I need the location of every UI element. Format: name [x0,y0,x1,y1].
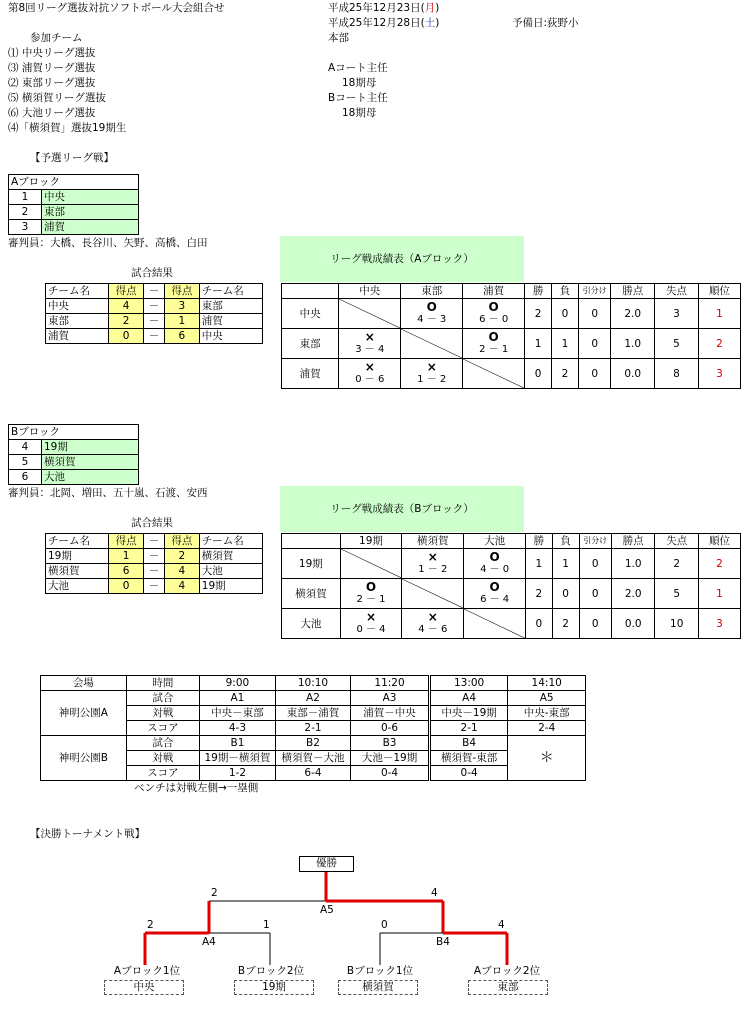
court-b-chief: Bコート主任 [328,92,388,104]
col-header: 時間 [126,676,200,691]
stat-l: 0 [552,299,579,329]
champion-box: 優勝 [299,856,354,872]
team-cell: 19期 [46,549,109,564]
stat-l: 1 [552,329,579,359]
matchup: 19期－横須賀 [200,751,276,766]
team-name: 横須賀 [42,455,139,470]
result-mark: O [489,580,500,594]
result-mark: × [364,330,375,344]
team-number: 5 [9,455,42,470]
col-header: － [144,284,165,299]
row-label: 試合 [126,736,200,751]
match-score: 1 － 2 [417,374,447,385]
participant-item: ⑷「横須賀」選抜19期生 [8,122,127,134]
score-cell: 4 [164,564,199,579]
block-a-title: Aブロック [9,175,139,190]
stat-lost: 5 [655,579,699,609]
participant-item: ⑸ 横須賀リーグ選抜 [8,92,106,104]
dash-cell: － [144,329,165,344]
col-header: 負 [552,534,579,549]
final-left-score: 2 [211,887,218,899]
team-cell: 19期 [282,549,341,579]
bench-note: ベンチは対戦左側→一塁側 [134,782,259,794]
stat-w: 1 [525,549,552,579]
stat-w: 0 [525,359,552,389]
score-cell: 1 [164,314,199,329]
game-id: A1 [200,691,276,706]
reserve-day: 予備日:荻野小 [512,17,579,29]
final-game-label: A5 [320,904,334,916]
team-cell: 中央 [199,329,262,344]
seed-label: Bブロック1位 [346,965,414,977]
result-mark: × [365,610,377,624]
score: 0-4 [429,766,508,781]
semi-right-game-label: B4 [436,936,450,948]
stat-pts: 1.0 [611,549,655,579]
stat-l: 2 [552,359,579,389]
col-header: 得点 [164,534,199,549]
game-id: A4 [429,691,508,706]
stat-w: 1 [525,329,552,359]
team-cell: 横須賀 [199,549,262,564]
participant-item: ⑶ 浦賀リーグ選抜 [8,62,96,74]
game-id: B2 [275,736,351,751]
team-cell: 中央 [282,299,339,329]
team-cell: 東部 [282,329,339,359]
col-header: チーム名 [46,284,109,299]
matchup: 横須賀－大池 [275,751,351,766]
score: 2-1 [275,721,351,736]
col-header: 大池 [464,534,526,549]
score: 0-6 [351,721,430,736]
venue-cell: 神明公園A [41,691,127,736]
team-name: 中央 [42,190,139,205]
row-label: 対戦 [126,751,200,766]
match-score: 6 － 0 [479,314,509,325]
team-cell: 大池 [282,609,341,639]
team-name: 19期 [42,440,139,455]
row-label: 試合 [126,691,200,706]
game-id: B3 [351,736,430,751]
asterisk-cell: ＊ [508,736,586,781]
col-header: 中央 [339,284,401,299]
block-b-umpires: 審判員：北岡、増田、五十嵐、石渡、安西 [8,487,208,499]
participant-item: ⑴ 中央リーグ選抜 [8,47,96,59]
seed-label: Aブロック1位 [113,965,181,977]
prelim-section-label: 【予選リーグ戦】 [30,152,114,164]
col-header: 会場 [41,676,127,691]
dash-cell: － [144,564,165,579]
dash-cell: － [144,579,165,594]
participant-item: ⑹ 大池リーグ選抜 [8,107,96,119]
result-mark: × [427,610,438,624]
stat-pts: 0.0 [611,359,655,389]
col-header: 勝 [525,534,552,549]
row-label: スコア [126,721,200,736]
result-mark: × [364,360,375,374]
final-right-score: 4 [431,887,438,899]
stat-d: 0 [579,549,611,579]
result-mark: × [426,360,437,374]
match-score: 6 － 4 [480,594,510,605]
team-number: 4 [9,440,42,455]
stat-pts: 1.0 [611,329,655,359]
date-line-2: 平成25年12月28日(土) [328,17,440,29]
score-cell: 2 [164,549,199,564]
seed-team: 中央 [104,980,184,995]
col-header: 引分け [578,284,610,299]
stat-pts: 2.0 [611,299,655,329]
col-header: 失点 [655,534,699,549]
team-cell: 19期 [199,579,262,594]
col-header: 勝 [525,284,552,299]
col-header: 順位 [698,284,740,299]
result-mark: O [488,330,499,344]
stat-d: 0 [579,579,611,609]
col-header: 得点 [164,284,199,299]
score-cell: 2 [109,314,144,329]
team-cell: 横須賀 [46,564,109,579]
document-title: 第8回リーグ選抜対抗ソフトボール大会組合せ [8,2,225,14]
team-cell: 横須賀 [282,579,341,609]
stat-d: 0 [578,329,610,359]
row-label: スコア [126,766,200,781]
matchup: 東部－浦賀 [275,706,351,721]
team-number: 6 [9,470,42,485]
matchup: 大池－19期 [351,751,430,766]
dash-cell: － [144,314,165,329]
rank-cell: 1 [698,299,740,329]
rank-cell: 3 [698,359,740,389]
team-cell: 大池 [199,564,262,579]
score: 4-3 [200,721,276,736]
rank-cell: 3 [699,609,741,639]
col-header: 11:20 [351,676,430,691]
result-mark: O [365,580,377,594]
score-cell: 3 [164,299,199,314]
matchup: 中央－東部 [200,706,276,721]
score-cell: 1 [109,549,144,564]
team-name: 東部 [42,205,139,220]
game-id: B1 [200,736,276,751]
team-cell: 浦賀 [199,314,262,329]
block-a-results-label: 試合結果 [131,267,173,279]
stat-l: 2 [552,609,579,639]
game-id: B4 [429,736,508,751]
seed-label: Aブロック2位 [473,965,541,977]
matchup: 横須賀-東部 [429,751,508,766]
stat-lost: 2 [655,549,699,579]
stat-lost: 3 [655,299,699,329]
rank-cell: 1 [699,579,741,609]
court-b-chief-name: 18期母 [342,107,377,119]
score-cell: 4 [109,299,144,314]
col-header: チーム名 [199,284,262,299]
col-header: 横須賀 [402,534,464,549]
col-header: 失点 [655,284,699,299]
court-a-chief-name: 18期母 [342,77,377,89]
score: 6-4 [275,766,351,781]
stat-pts: 0.0 [611,609,655,639]
matchup: 中央－19期 [429,706,508,721]
score-cell: 4 [164,579,199,594]
col-header: 負 [552,284,579,299]
score: 1-2 [200,766,276,781]
match-score: 0 － 4 [356,624,386,635]
result-mark: × [427,550,438,564]
team-name: 大池 [42,470,139,485]
block-b-title: Bブロック [9,425,139,440]
col-header: 順位 [699,534,741,549]
score-cell: 6 [164,329,199,344]
court-a-chief: Aコート主任 [328,62,388,74]
stat-lost: 8 [655,359,699,389]
matchup: 中央-東部 [508,706,586,721]
team-cell: 浦賀 [46,329,109,344]
match-score: 4 － 6 [418,624,448,635]
stat-l: 0 [552,579,579,609]
stat-l: 1 [552,549,579,579]
match-score: 1 － 2 [418,564,448,575]
game-id: A2 [275,691,351,706]
col-header: 得点 [109,534,144,549]
col-header: チーム名 [199,534,262,549]
col-header: 引分け [579,534,611,549]
col-header: 13:00 [429,676,508,691]
col-header: 得点 [109,284,144,299]
seed-team: 横須賀 [338,980,418,995]
dash-cell: － [144,549,165,564]
match-score: 3 － 4 [355,344,385,355]
stat-d: 0 [579,609,611,639]
result-mark: O [488,300,499,314]
col-header: 浦賀 [463,284,525,299]
col-header: 14:10 [508,676,586,691]
venue-cell: 神明公園B [41,736,127,781]
col-header: 勝点 [611,534,655,549]
participant-item: ⑵ 東部リーグ選抜 [8,77,96,89]
col-header: － [144,534,165,549]
score: 2-1 [429,721,508,736]
match-score: 0 － 6 [355,374,385,385]
score-cell: 0 [109,579,144,594]
game-id: A3 [351,691,430,706]
block-a-umpires: 審判員：大橋、長谷川、矢野、高橋、白田 [8,237,208,249]
semi-right-score-b: 4 [498,919,505,931]
score-cell: 0 [109,329,144,344]
result-mark: O [426,300,437,314]
team-cell: 東部 [46,314,109,329]
match-score: 2 － 1 [479,344,509,355]
stat-lost: 5 [655,329,699,359]
block-b-results-label: 試合結果 [131,517,173,529]
score: 0-4 [351,766,430,781]
seed-team: 東部 [468,980,548,995]
semi-right-score-a: 0 [381,919,388,931]
col-header: 9:00 [200,676,276,691]
match-score: 4 － 3 [417,314,447,325]
block-a-standings-title: リーグ戦成績表（Aブロック） [280,236,524,282]
game-id: A5 [508,691,586,706]
participants-label: 参加チーム [30,32,83,44]
stat-w: 0 [525,609,552,639]
rank-cell: 2 [698,329,740,359]
seed-team: 19期 [234,980,314,995]
col-header: 10:10 [275,676,351,691]
score: 2-4 [508,721,586,736]
stat-w: 2 [525,299,552,329]
result-mark: O [489,550,500,564]
date-line-1: 平成25年12月23日(月) [328,2,440,14]
stat-lost: 10 [655,609,699,639]
semi-left-score-a: 2 [147,919,154,931]
col-header: 勝点 [611,284,655,299]
hq-label: 本部 [328,32,349,44]
block-b-standings-title: リーグ戦成績表（Bブロック） [280,486,524,532]
row-label: 対戦 [126,706,200,721]
match-score: 4 － 0 [480,564,510,575]
stat-d: 0 [578,359,610,389]
stat-pts: 2.0 [611,579,655,609]
team-number: 2 [9,205,42,220]
team-number: 3 [9,220,42,235]
col-header: 東部 [401,284,463,299]
team-cell: 中央 [46,299,109,314]
semi-left-game-label: A4 [202,936,216,948]
semi-left-score-b: 1 [263,919,270,931]
col-header: チーム名 [46,534,109,549]
team-cell: 東部 [199,299,262,314]
dash-cell: － [144,299,165,314]
team-cell: 浦賀 [282,359,339,389]
seed-label: Bブロック2位 [237,965,305,977]
stat-d: 0 [578,299,610,329]
stat-w: 2 [525,579,552,609]
team-number: 1 [9,190,42,205]
rank-cell: 2 [699,549,741,579]
tournament-label: 【決勝トーナメント戦】 [30,828,146,840]
team-name: 浦賀 [42,220,139,235]
score-cell: 6 [109,564,144,579]
team-cell: 大池 [46,579,109,594]
col-header: 19期 [340,534,402,549]
matchup: 浦賀－中央 [351,706,430,721]
match-score: 2 － 1 [356,594,386,605]
